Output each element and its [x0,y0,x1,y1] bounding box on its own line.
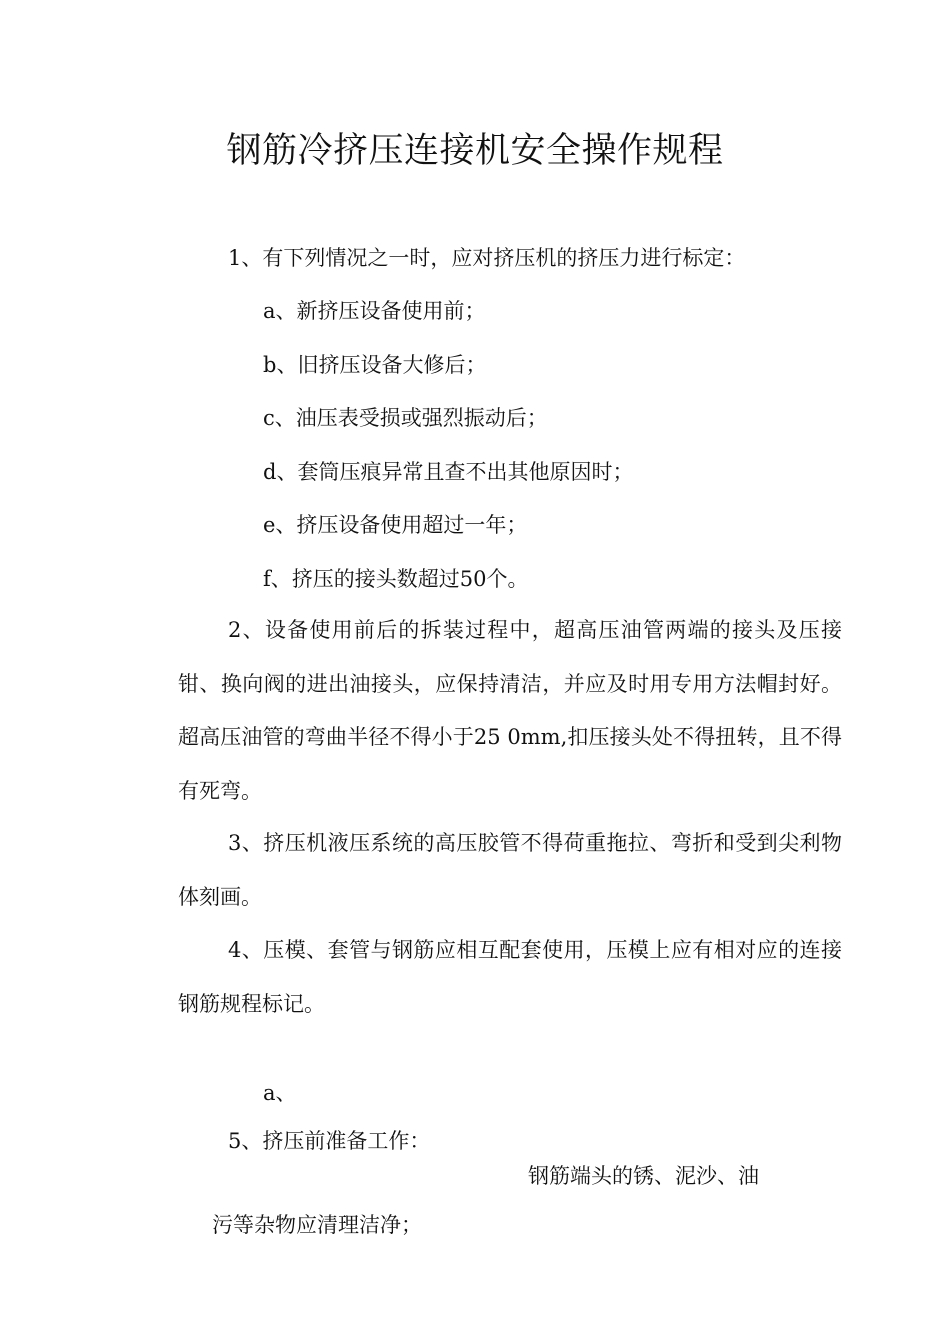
item-3-paragraph [178,817,842,924]
item-4-paragraph [178,924,842,1031]
item-5-heading: 5、挤压前准备工作： [228,1129,431,1153]
document-title: 钢筋冷挤压连接机安全操作规程 [226,131,724,171]
item-1-heading: 1、有下列情况之一时，应对挤压机的挤压力进行标定： [228,246,746,270]
item-5-subitem-a-part2: 污等杂物应清理洁净； [212,1213,422,1237]
item-1-subitem-c: c、油压表受损或强烈振动后； [263,406,548,430]
item-3-text: 3、挤压机液压系统的高压胶管不得荷重拖拉、弯折和受到尖利物体刻画。 [178,831,842,909]
item-2-text: 2、设备使用前后的拆装过程中，超高压油管两端的接头及压接钳、换向阀的进出油接头，应保持清洁，并应及时用专用方法帽封好。超高压油管的弯曲半径不得小于25 0mm,扣压接头处不得扭转，且不得有死弯。 [178,618,842,803]
item-1-subitem-d: d、套筒压痕异常且查不出其他原因时； [263,460,634,484]
item-1-subitem-b: b、旧挤压设备大修后； [263,353,487,377]
item-2-paragraph [178,604,842,818]
item-5-orphan-label: a、 [263,1081,297,1105]
item-1-subitem-e: e、挤压设备使用超过一年； [263,513,528,537]
item-1-subitem-f: f、挤压的接头数超过50个。 [263,567,529,591]
item-4-text: 4、压模、套管与钢筋应相互配套使用，压模上应有相对应的连接钢筋规程标记。 [178,938,842,1016]
item-1-subitem-a: a、新挤压设备使用前； [263,299,486,323]
item-5-subitem-a-part1: 钢筋端头的锈、泥沙、油 [528,1164,759,1188]
